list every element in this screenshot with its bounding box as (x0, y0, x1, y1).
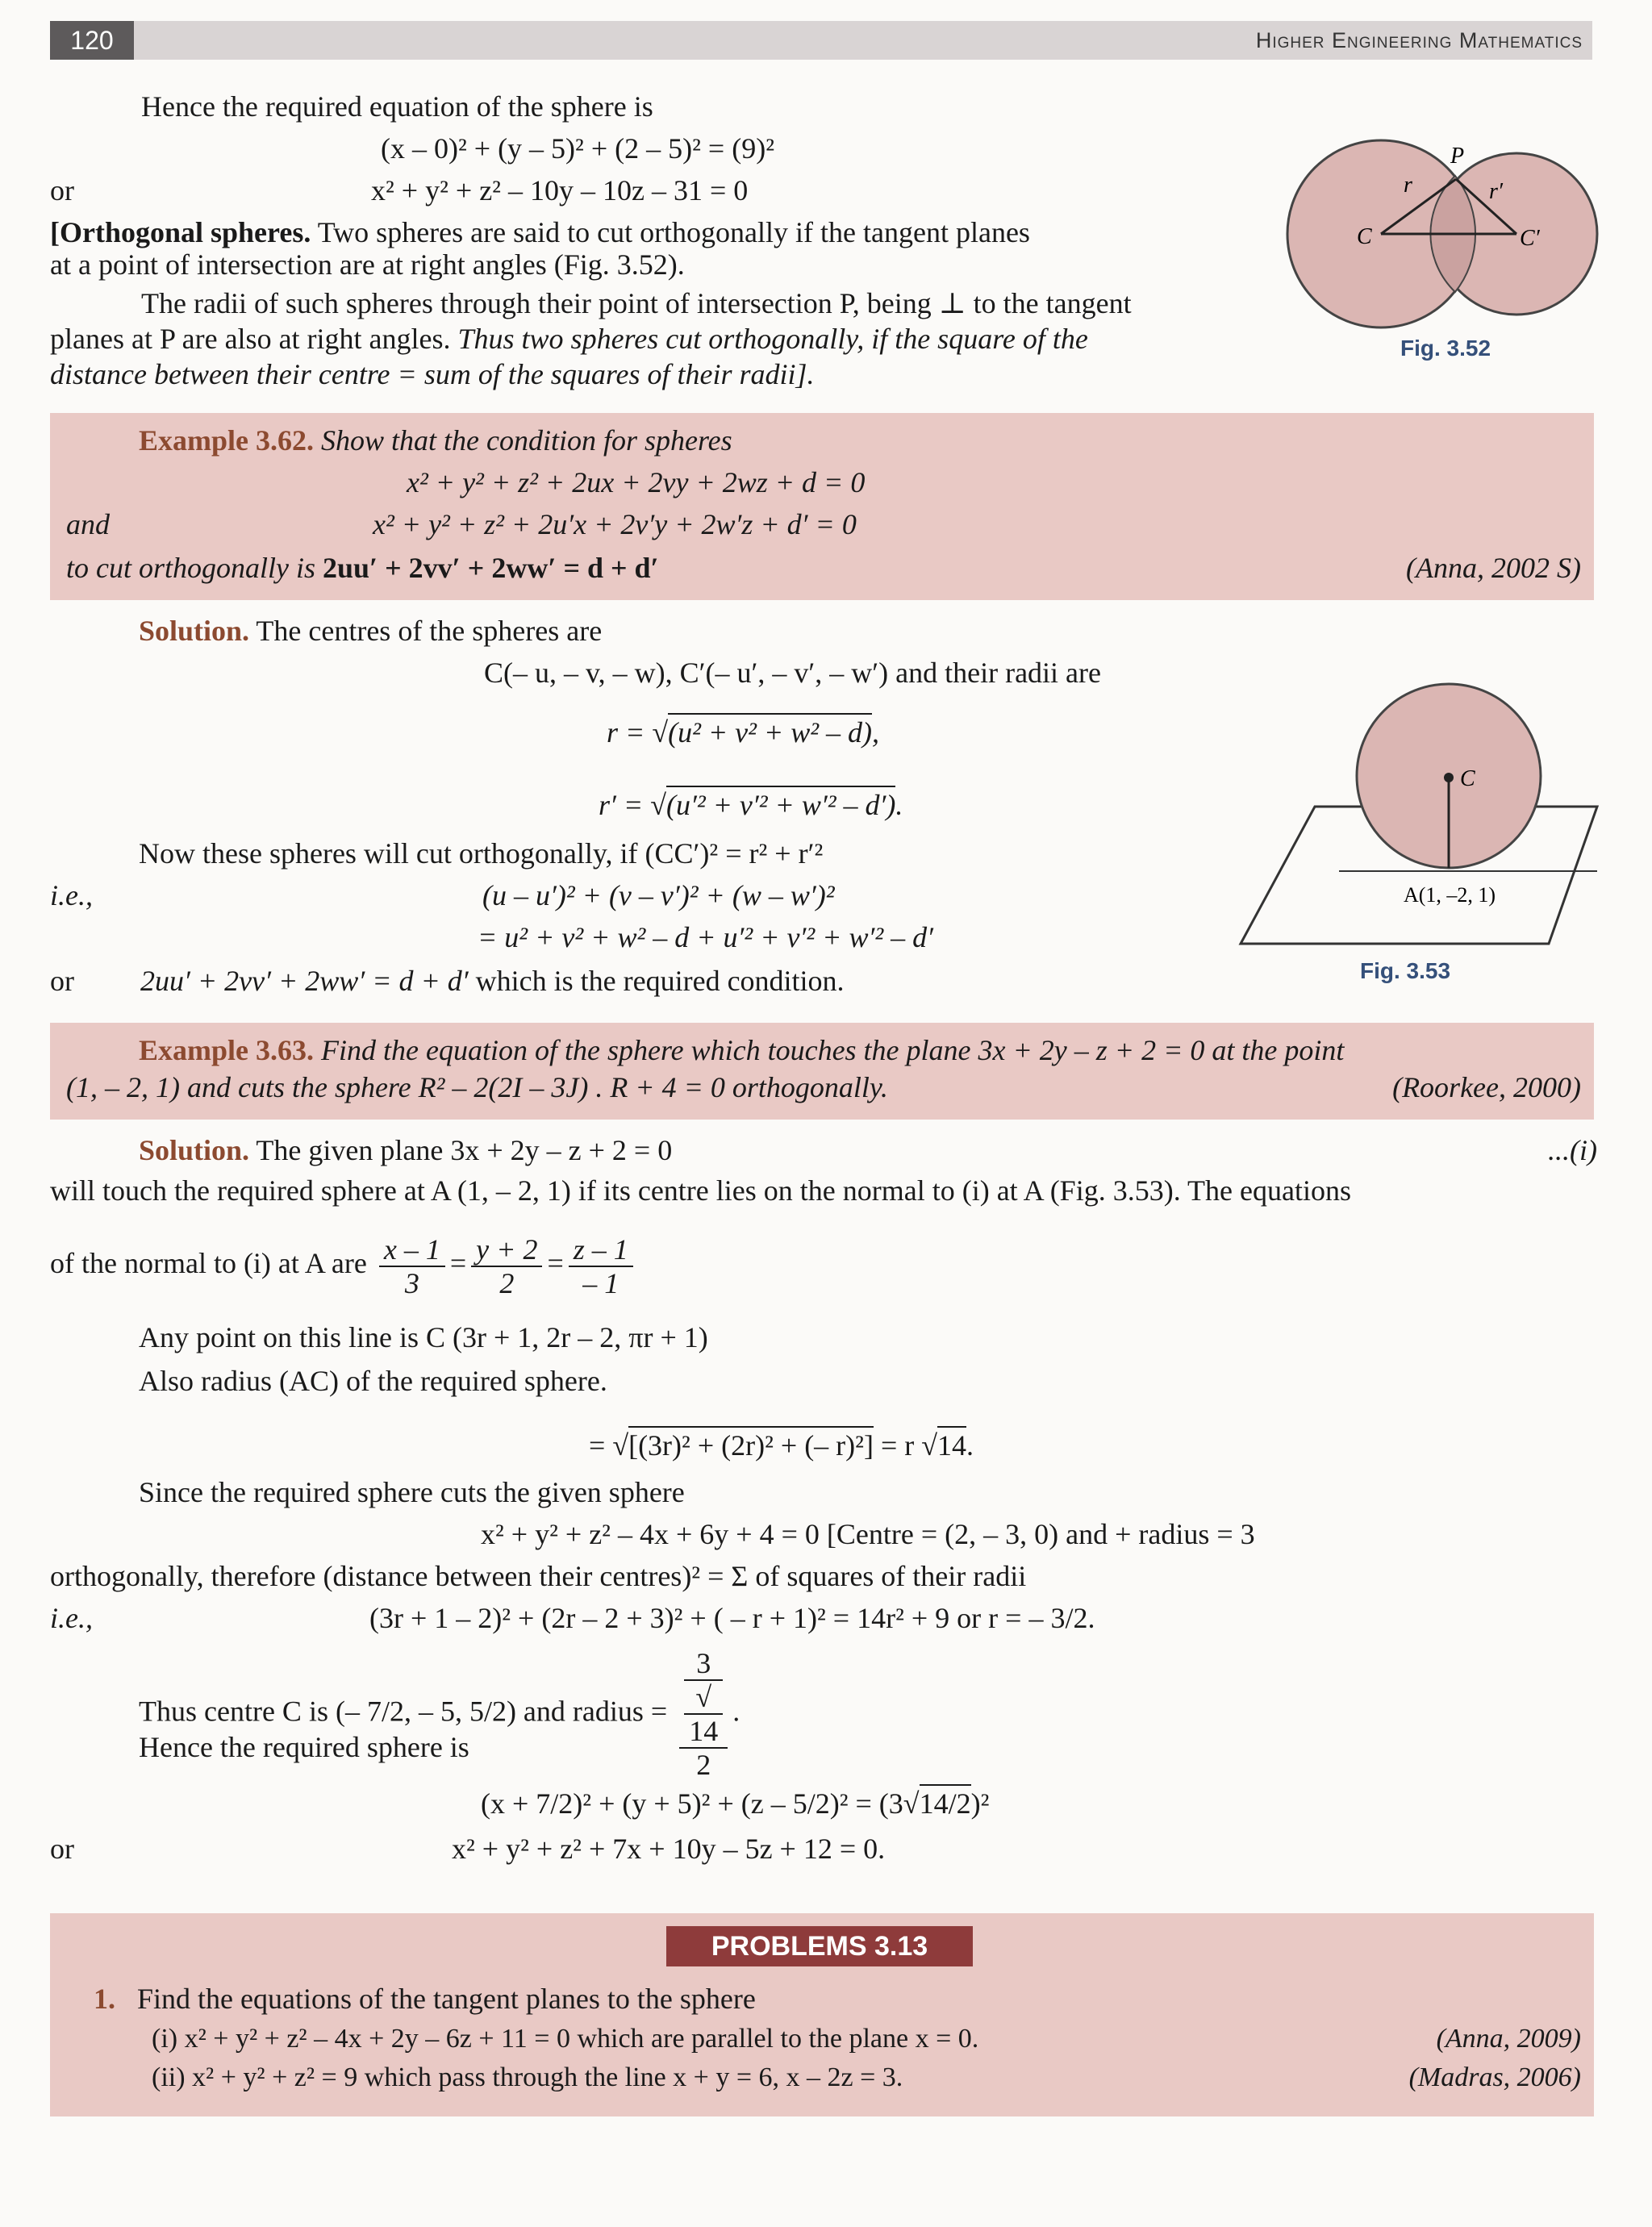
problem-text: Find the equations of the tangent planes to the sphere (137, 1983, 756, 2015)
radicand: [(3r)² + (2r)² + (– r)²] (628, 1426, 874, 1462)
orthogonal-heading: [Orthogonal spheres. (50, 216, 311, 248)
solution-label: Solution. (139, 1134, 250, 1166)
paragraph-text: Two spheres are said to cut orthogonally if the tangent planes (311, 216, 1030, 248)
paragraph-text: at a point of intersection are at right angles (Fig. 3.52). (50, 248, 685, 281)
example-text: Show that the condition for spheres (314, 424, 732, 457)
condition-italic: 2uu′ + 2vv′ + 2ww′ = d + d′ (140, 965, 469, 997)
equation: r′ = (599, 789, 651, 821)
centre-c2-label: C′ (1520, 226, 1540, 251)
equation: x² + y² + z² + 2ux + 2vy + 2wz + d = 0 (407, 466, 866, 498)
numerator: 3 (684, 1647, 723, 1681)
denominator: 2 (696, 1749, 711, 1781)
solution-text: orthogonally, therefore (distance between their centres)² = Σ of squares of their radii (50, 1560, 1027, 1592)
fraction (379, 1233, 445, 1299)
book-title: Higher Engineering Mathematics (1255, 28, 1583, 52)
equation-tag: ...(i) (1548, 1134, 1597, 1166)
fraction (679, 1647, 728, 1781)
sqrt-sign: √ (695, 1681, 712, 1713)
problem-part: (i) x² + y² + z² – 4x + 2y – 6z + 11 = 0 which are parallel to the plane x = 0. (152, 2024, 979, 2054)
solution-text: of the normal to (i) at A are (50, 1247, 367, 1279)
numerator: z – 1 (569, 1233, 633, 1267)
example-label: Example 3.63. (139, 1034, 315, 1066)
text-hence: Hence the required equation of the sphere is (141, 90, 653, 123)
solution-text: C(– u, – v, – w), C′(– u′, – v′, – w′) and their radii are (484, 657, 1101, 689)
radicand: 14/2 (920, 1784, 971, 1820)
solution-text: Also radius (AC) of the required sphere. (139, 1365, 607, 1397)
sqrt-sign: √ (650, 789, 666, 821)
paragraph-text-italic: Thus two spheres cut orthogonally, if the square of the (457, 323, 1088, 355)
reference: (Roorkee, 2000) (1392, 1071, 1581, 1103)
equation: = (589, 1429, 613, 1462)
text-or: or (50, 1833, 74, 1865)
radicand: (u′² + v′² + w′² – d′) (666, 786, 895, 821)
page-number: 120 (50, 21, 134, 60)
text-or: or (50, 174, 74, 206)
radicand: 14 (684, 1713, 723, 1747)
point-p-label: P (1450, 144, 1465, 169)
point-a-label: A(1, –2, 1) (1404, 883, 1496, 907)
figure-caption: Fig. 3.53 (1360, 958, 1451, 983)
numerator: y + 2 (471, 1233, 542, 1267)
sqrt-sign: √ (652, 716, 669, 749)
reference: (Anna, 2009) (1436, 2024, 1581, 2054)
fraction (471, 1233, 542, 1299)
centre-c-label: C (1460, 766, 1475, 791)
equation: (3r + 1 – 2)² + (2r – 2 + 3)² + ( – r + 1)² = 14r² + 9 or r = – 3/2. (369, 1602, 1095, 1634)
paragraph-text: The radii of such spheres through their point of intersection P, being ⊥ to the tangent (141, 287, 1132, 319)
sqrt-sign: √ (612, 1429, 629, 1462)
equation: r = (607, 716, 653, 749)
equation: (u – u′)² + (v – v′)² + (w – w′)² (482, 879, 835, 911)
example-label: Example 3.62. (139, 424, 315, 457)
paragraph-text-italic: distance between their centre = sum of the squares of their radii]. (50, 358, 815, 390)
denominator: – 1 (582, 1266, 620, 1299)
text-ie: i.e., (50, 879, 93, 911)
solution-text: Now these spheres will cut orthogonally, if (CC′)² = r² + r′² (139, 837, 824, 870)
text-or: or (50, 965, 74, 997)
example-text: to cut orthogonally is (66, 552, 323, 584)
equation: x² + y² + z² + 2u′x + 2v′y + 2w′z + d′ = 0 (373, 508, 857, 540)
equals-sign: = (449, 1247, 467, 1279)
fraction (569, 1233, 633, 1299)
solution-text: The given plane 3x + 2y – z + 2 = 0 (249, 1134, 673, 1166)
figure-orthogonal-spheres (1274, 129, 1613, 339)
equation: x² + y² + z² – 10y – 10z – 31 = 0 (371, 174, 749, 206)
solution-text: which is the required condition. (468, 965, 845, 997)
radius-r2-label: r′ (1489, 179, 1504, 204)
equation: x² + y² + z² – 4x + 6y + 4 = 0 [Centre = (2, – 3, 0) and + radius = 3 (481, 1518, 1255, 1550)
reference: (Anna, 2002 S) (1406, 552, 1581, 584)
equals-sign: = (547, 1247, 564, 1279)
solution-text: Since the required sphere cuts the given sphere (139, 1476, 685, 1508)
equation: (x – 0)² + (y – 5)² + (2 – 5)² = (9)² (381, 132, 774, 165)
figure-caption: Fig. 3.52 (1400, 336, 1491, 361)
solution-text: Thus centre C is (– 7/2, – 5, 5/2) and radius = (139, 1695, 675, 1728)
text-and: and (66, 508, 110, 540)
solution-text: The centres of the spheres are (249, 615, 603, 647)
equation: )² (970, 1787, 990, 1820)
radius-r-label: r (1404, 173, 1412, 198)
equation: = r (873, 1429, 922, 1462)
problem-part: (ii) x² + y² + z² = 9 which pass through the line x + y = 6, x – 2z = 3. (152, 2062, 903, 2092)
radicand: 14 (937, 1426, 966, 1462)
problems-title: PROBLEMS 3.13 (666, 1926, 973, 1966)
text-ie: i.e., (50, 1602, 93, 1634)
solution-text: Hence the required sphere is (139, 1731, 469, 1763)
punct: . (732, 1695, 740, 1728)
sqrt-sign: √ (921, 1429, 937, 1462)
punct: . (966, 1429, 974, 1462)
equation: (x + 7/2)² + (y + 5)² + (z – 5/2)² = (3 (481, 1787, 903, 1820)
denominator: 3 (404, 1266, 419, 1299)
punct: . (895, 789, 903, 821)
punct: , (872, 716, 880, 749)
paragraph-text: planes at P are also at right angles. (50, 323, 458, 355)
example-text: Find the equation of the sphere which touches the plane 3x + 2y – z + 2 = 0 at the point (314, 1034, 1345, 1066)
numerator: x – 1 (379, 1233, 445, 1267)
sqrt-sign: √ (903, 1787, 920, 1820)
figure-sphere-on-plane (1234, 678, 1613, 952)
solution-text: Any point on this line is C (3r + 1, 2r – 2, πr + 1) (139, 1321, 708, 1353)
equation: x² + y² + z² + 7x + 10y – 5z + 12 = 0. (452, 1833, 886, 1865)
solution-text: will touch the required sphere at A (1, – 2, 1) if its centre lies on the normal to (i) at A (Fig. 3.53). The equations (50, 1174, 1351, 1207)
radicand: (u² + v² + w² – d) (668, 713, 872, 749)
equation: = u² + v² + w² – d + u′² + v′² + w′² – d′ (478, 921, 933, 953)
denominator: 2 (499, 1266, 515, 1299)
condition: 2uu′ + 2vv′ + 2ww′ = d + d′ (323, 552, 659, 584)
centre-c-label: C (1357, 224, 1372, 249)
example-text: (1, – 2, 1) and cuts the sphere R² – 2(2I – 3J) . R + 4 = 0 orthogonally. (66, 1071, 888, 1103)
problem-number: 1. (94, 1983, 115, 2015)
solution-label: Solution. (139, 615, 250, 647)
centre-point (1444, 773, 1454, 782)
reference: (Madras, 2006) (1408, 2062, 1581, 2092)
